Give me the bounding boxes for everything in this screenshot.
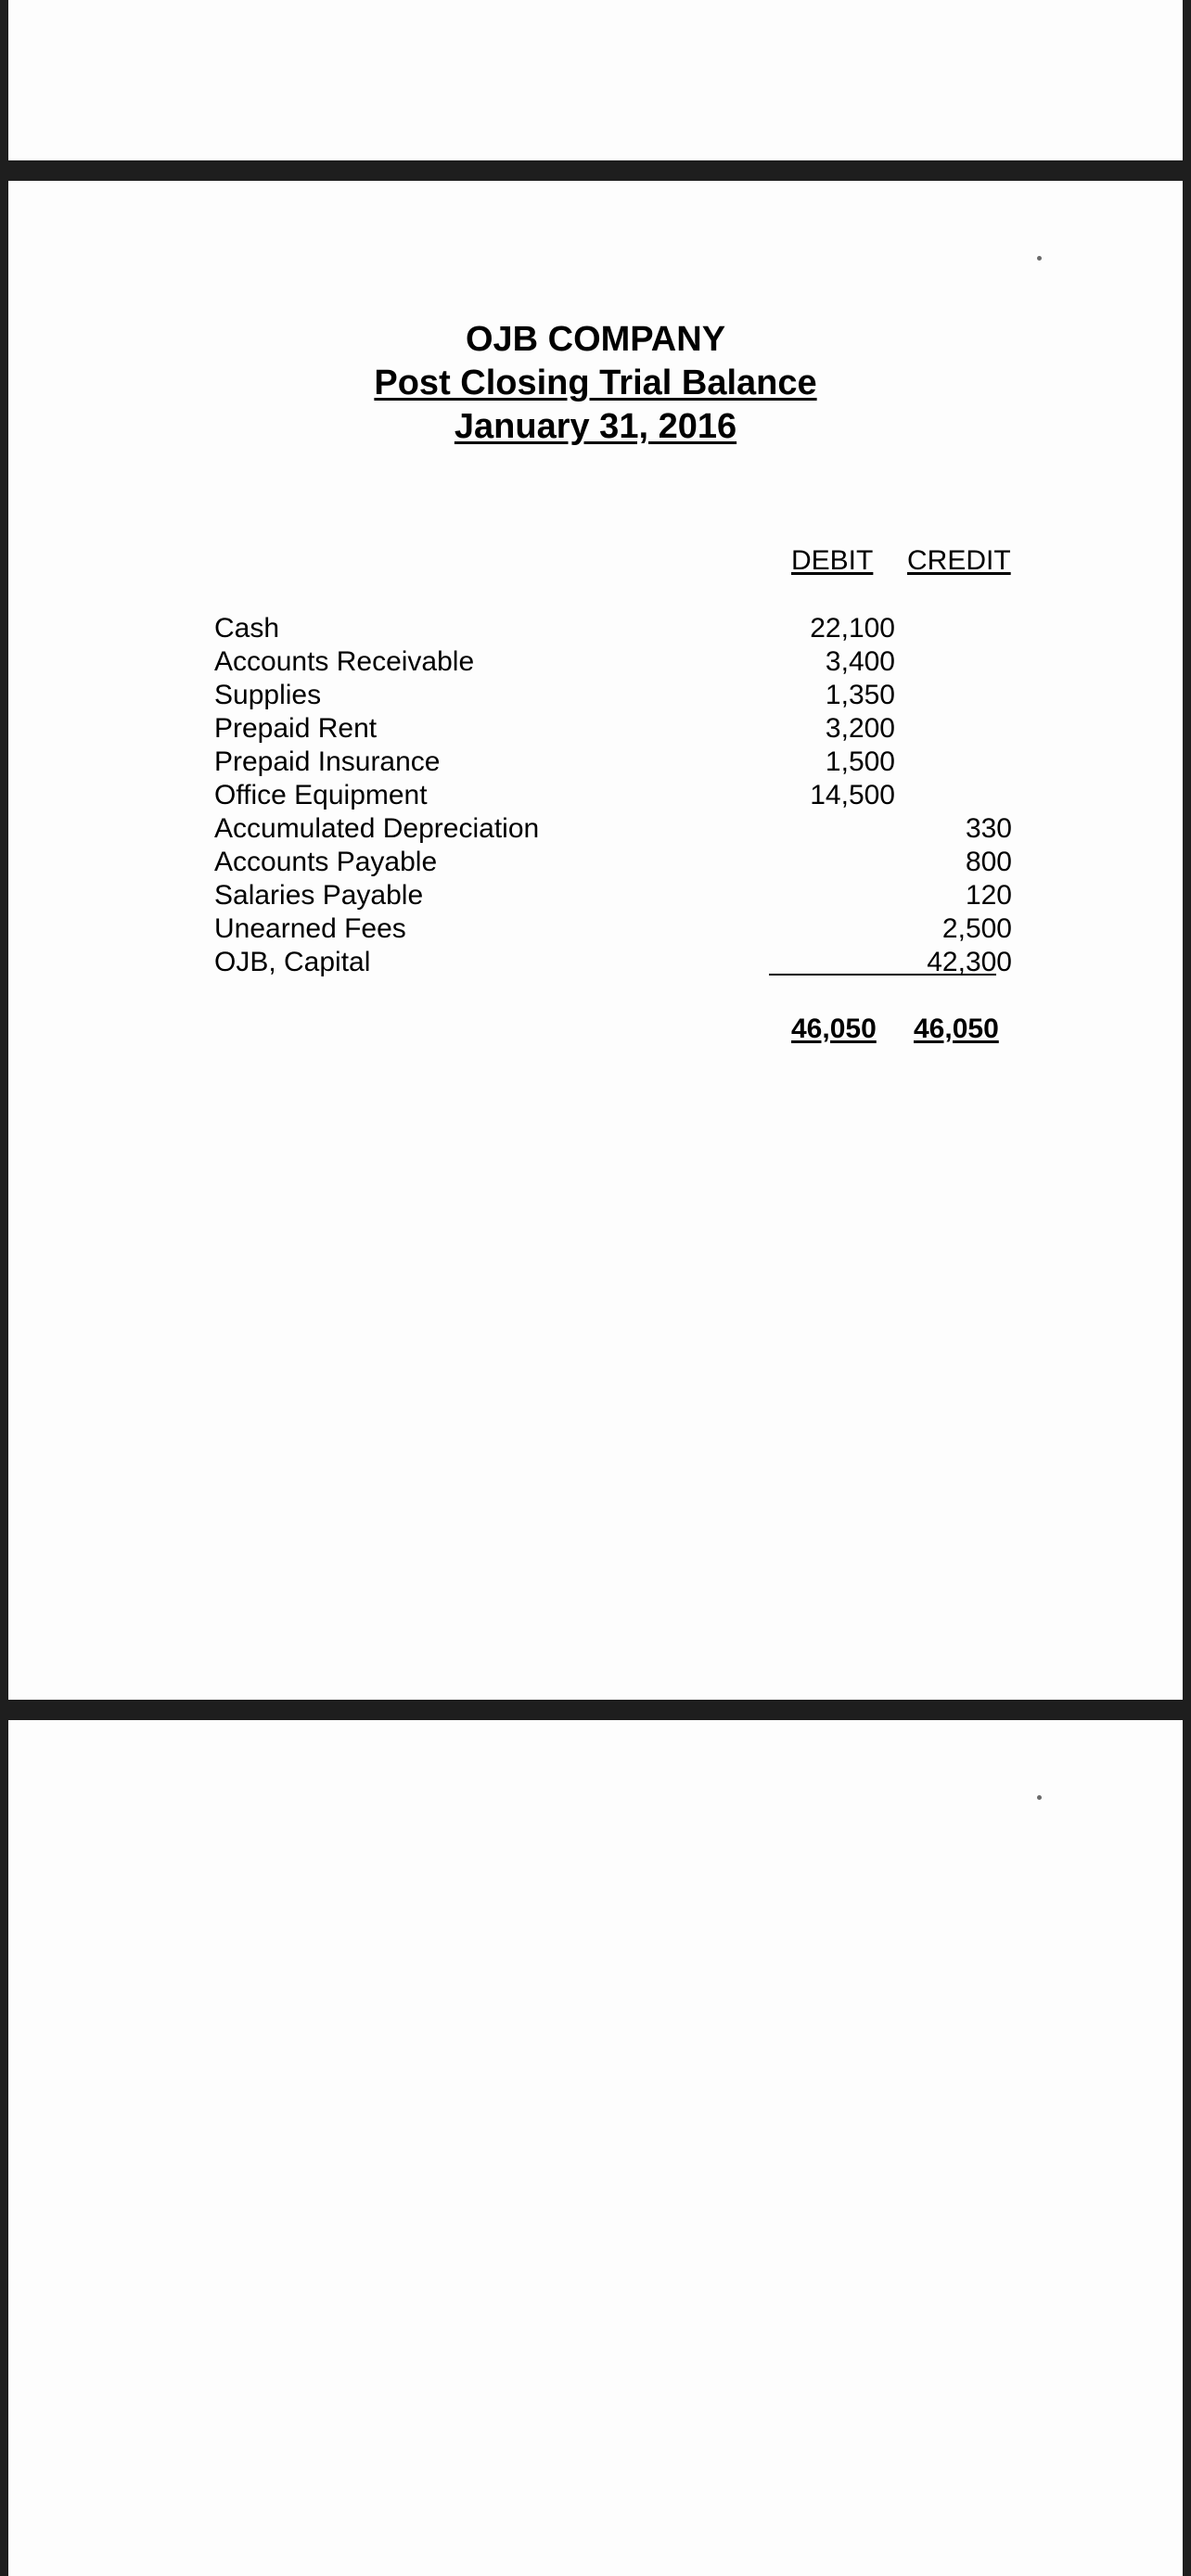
account-name: Accounts Receivable <box>214 646 475 677</box>
debit-amount: 1,350 <box>825 680 895 710</box>
debit-column-header: DEBIT <box>791 545 874 576</box>
page-speck <box>1037 1795 1042 1800</box>
table-row <box>214 679 1012 712</box>
account-name: OJB, Capital <box>214 947 371 977</box>
table-row <box>214 779 1012 812</box>
account-name: Accumulated Depreciation <box>214 813 540 844</box>
credit-amount: 330 <box>965 813 1012 844</box>
debit-amount: 3,200 <box>825 713 895 744</box>
debit-amount: 14,500 <box>810 780 895 810</box>
debit-amount: 1,500 <box>825 746 895 777</box>
credit-amount: 800 <box>965 847 1012 877</box>
table-row <box>214 912 1012 946</box>
account-name: Prepaid Insurance <box>214 746 441 777</box>
accounts-table <box>214 612 1012 979</box>
account-name: Unearned Fees <box>214 913 406 944</box>
report-date: January 31, 2016 <box>454 407 737 446</box>
table-row <box>214 846 1012 879</box>
table-row <box>214 879 1012 912</box>
previous-page <box>8 0 1183 160</box>
page-speck <box>1037 256 1042 261</box>
company-name: OJB COMPANY <box>465 320 726 359</box>
table-row <box>214 746 1012 779</box>
account-name: Office Equipment <box>214 780 428 810</box>
credit-total: 46,050 <box>914 1014 999 1044</box>
credit-amount: 120 <box>965 880 1012 911</box>
debit-amount: 22,100 <box>810 613 895 644</box>
table-row <box>214 812 1012 846</box>
table-row <box>214 645 1012 679</box>
account-name: Supplies <box>214 680 322 710</box>
debit-total: 46,050 <box>791 1014 877 1044</box>
account-name: Prepaid Rent <box>214 713 378 744</box>
account-name: Cash <box>214 613 280 644</box>
credit-amount: 42,300 <box>927 947 1012 977</box>
next-page <box>8 1720 1183 2576</box>
table-row <box>214 612 1012 645</box>
report-header <box>8 318 1183 449</box>
report-title: Post Closing Trial Balance <box>374 363 817 402</box>
credit-amount: 2,500 <box>941 913 1012 944</box>
document-page <box>8 181 1183 1700</box>
debit-amount: 3,400 <box>825 646 895 677</box>
account-name: Salaries Payable <box>214 880 424 911</box>
account-name: Accounts Payable <box>214 847 438 877</box>
total-rule <box>769 974 996 976</box>
credit-column-header: CREDIT <box>907 545 1011 576</box>
table-row <box>214 712 1012 746</box>
